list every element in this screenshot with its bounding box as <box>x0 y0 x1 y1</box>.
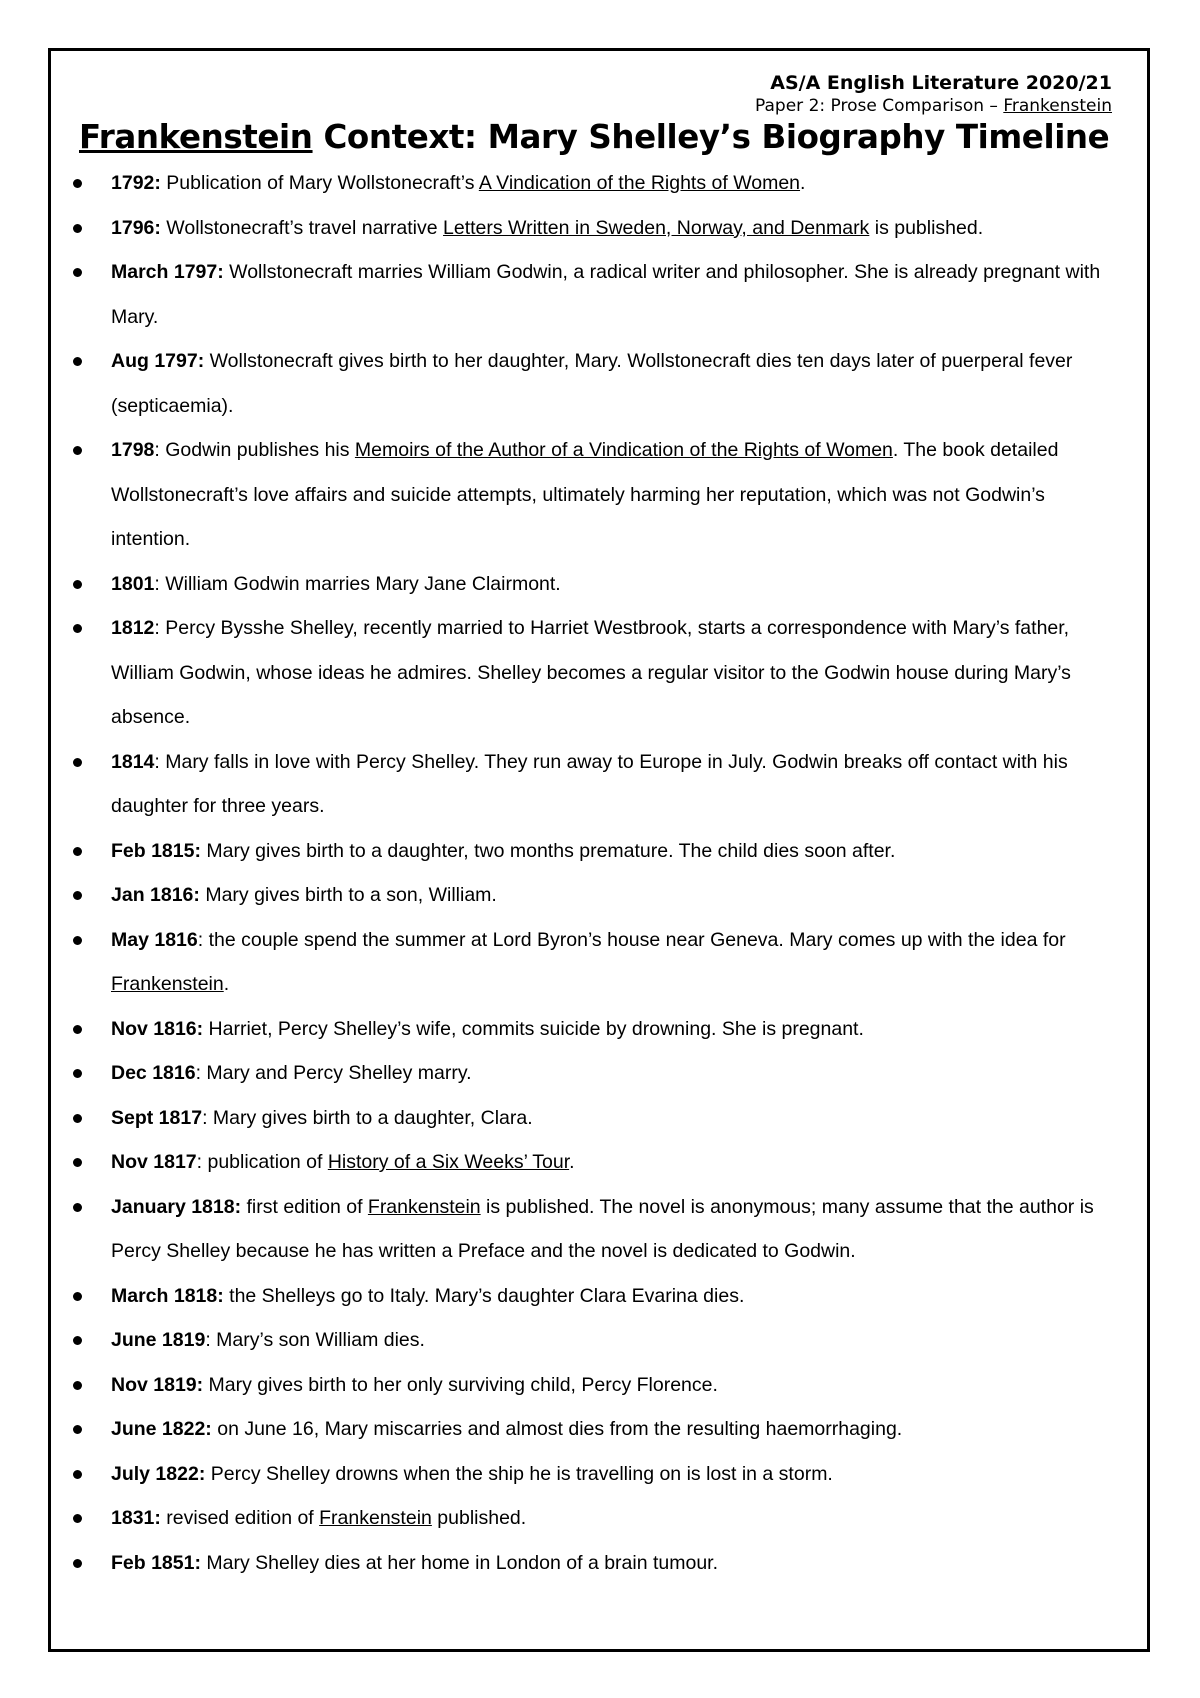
timeline-date: May 1816 <box>111 928 198 951</box>
timeline-date: March 1797: <box>111 261 224 283</box>
bullet-icon <box>73 624 82 633</box>
bullet-icon <box>73 1292 82 1301</box>
timeline-entry <box>51 250 1147 339</box>
paper-subtitle <box>755 95 1112 117</box>
timeline-date: 1814 <box>111 750 155 773</box>
timeline-text: . <box>223 973 230 995</box>
timeline-text: Harriet, Percy Shelley’s wife, commits suicide by drowning. She is pregnant. <box>203 1017 864 1040</box>
timeline-text: published. <box>431 1507 527 1529</box>
timeline-text: : Mary falls in love with Percy Shelley. They run away to Europe in July. Godwin breaks off contact with his daughter for three years. <box>111 750 1068 817</box>
timeline-date: Dec 1816 <box>111 1062 196 1084</box>
timeline-text: Publication of Mary Wollstonecraft’s <box>160 172 479 194</box>
paper-work-title: Frankenstein <box>1003 96 1112 116</box>
bullet-icon <box>73 1381 82 1390</box>
bullet-icon <box>73 446 82 455</box>
paper-prefix: Paper 2: Prose Comparison – <box>755 96 1004 116</box>
timeline-text: . <box>569 1151 575 1173</box>
timeline-date: June 1819 <box>111 1329 206 1351</box>
work-title: A Vindication of the Rights of Women <box>478 172 801 194</box>
timeline-text: : Percy Bysshe Shelley, recently married to Harriet Westbrook, starts a correspondence with Mary’s father, William Godwin, whose ideas he admires. Shelley becomes a regular visitor to the Godwin house during Mary’s absence. <box>111 617 1071 728</box>
bullet-icon <box>73 1025 82 1034</box>
timeline-entry <box>51 1407 1147 1452</box>
bullet-icon <box>73 758 82 767</box>
timeline-date: Nov 1816: <box>111 1017 204 1040</box>
timeline-entry <box>51 1007 1147 1052</box>
timeline-text: is published. <box>869 216 984 239</box>
timeline-text: Mary gives birth to her only surviving child, Percy Florence. <box>203 1373 718 1396</box>
timeline-date: January 1818: <box>111 1195 242 1218</box>
bullet-icon <box>73 891 82 900</box>
timeline-date: Aug 1797: <box>111 350 205 372</box>
timeline-date: 1796: <box>111 216 161 239</box>
timeline-entry <box>51 1541 1147 1586</box>
timeline-text: first edition of <box>241 1195 368 1218</box>
work-title: Frankenstein <box>319 1507 432 1529</box>
work-title: Memoirs of the Author of a Vindication of the Rights of Women <box>354 439 893 461</box>
timeline-date: Nov 1819: <box>111 1373 204 1396</box>
timeline-date: March 1818: <box>111 1284 224 1307</box>
timeline-date: 1801 <box>111 572 155 595</box>
timeline-date: June 1822: <box>111 1418 212 1440</box>
timeline-text: Percy Shelley drowns when the ship he is travelling on is lost in a storm. <box>205 1462 833 1485</box>
timeline-text: : publication of <box>196 1151 328 1173</box>
timeline-date: 1831: <box>111 1507 161 1529</box>
timeline-entry <box>51 873 1147 918</box>
title-rest: Context: Mary Shelley’s Biography Timeline <box>312 118 1110 156</box>
work-title: History of a Six Weeks’ Tour <box>327 1151 570 1173</box>
timeline-entry <box>51 562 1147 607</box>
bullet-icon <box>73 1425 82 1434</box>
timeline-entry <box>51 339 1147 428</box>
timeline-text: . The book detailed Wollstonecraft’s love affairs and suicide attempts, ultimately harming her reputation, which was not Godwin’s intention. <box>111 439 1059 550</box>
timeline-list <box>51 161 1147 1585</box>
bullet-icon <box>73 936 82 945</box>
timeline-text: is published. The novel is anonymous; many assume that the author is Percy Shelley because he has written a Preface and the novel is dedicated to Godwin. <box>111 1195 1094 1262</box>
timeline-date: Sept 1817 <box>111 1106 203 1129</box>
bullet-icon <box>73 1114 82 1123</box>
bullet-icon <box>73 1158 82 1167</box>
timeline-text: : Mary’s son William dies. <box>205 1329 425 1351</box>
timeline-date: 1792: <box>111 172 161 194</box>
bullet-icon <box>73 1336 82 1345</box>
timeline-text: revised edition of <box>160 1507 320 1529</box>
timeline-entry <box>51 428 1147 562</box>
page-header <box>755 71 1112 117</box>
work-title: Frankenstein <box>111 973 224 995</box>
timeline-date: Nov 1817 <box>111 1151 197 1173</box>
timeline-entry <box>51 1452 1147 1497</box>
title-work: Frankenstein <box>79 118 313 156</box>
timeline-text: : Mary and Percy Shelley marry. <box>195 1062 472 1084</box>
timeline-entry <box>51 740 1147 829</box>
timeline-text: Mary gives birth to a son, William. <box>199 884 497 906</box>
timeline-text: on June 16, Mary miscarries and almost dies from the resulting haemorrhaging. <box>211 1418 903 1440</box>
timeline-date: July 1822: <box>111 1462 206 1485</box>
timeline-entry <box>51 829 1147 874</box>
timeline-entry <box>51 206 1147 251</box>
timeline-entry <box>51 1140 1147 1185</box>
timeline-entry <box>51 918 1147 1007</box>
timeline-text: Mary Shelley dies at her home in London of a brain tumour. <box>200 1551 719 1574</box>
bullet-icon <box>73 1514 82 1523</box>
timeline-entry <box>51 1096 1147 1141</box>
timeline-text: Wollstonecraft marries William Godwin, a radical writer and philosopher. She is already pregnant with Mary. <box>111 261 1101 328</box>
bullet-icon <box>73 179 82 188</box>
timeline-text: : William Godwin marries Mary Jane Clairmont. <box>154 572 561 595</box>
bullet-icon <box>73 1203 82 1212</box>
timeline-text: Wollstonecraft gives birth to her daughter, Mary. Wollstonecraft dies ten days later of puerperal fever (septicaemia). <box>111 350 1073 417</box>
bullet-icon <box>73 1069 82 1078</box>
timeline-entry <box>51 1363 1147 1408</box>
timeline-text: : Mary gives birth to a daughter, Clara. <box>202 1106 533 1129</box>
timeline-date: Feb 1851: <box>111 1551 201 1574</box>
timeline-date: Jan 1816: <box>111 884 200 906</box>
bullet-icon <box>73 1470 82 1479</box>
timeline-entry <box>51 1274 1147 1319</box>
timeline-date: 1812 <box>111 617 155 639</box>
timeline-text: Mary gives birth to a daughter, two months premature. The child dies soon after. <box>200 839 896 862</box>
work-title: Letters Written in Sweden, Norway, and Denmark <box>443 216 870 239</box>
timeline-text: the Shelleys go to Italy. Mary’s daughter Clara Evarina dies. <box>223 1284 745 1307</box>
timeline-entry <box>51 1185 1147 1274</box>
bullet-icon <box>73 268 82 277</box>
bullet-icon <box>73 357 82 366</box>
timeline-entry <box>51 161 1147 206</box>
work-title: Frankenstein <box>367 1195 481 1218</box>
bullet-icon <box>73 580 82 589</box>
timeline-entry <box>51 1051 1147 1096</box>
bullet-icon <box>73 847 82 856</box>
timeline-entry <box>51 1318 1147 1363</box>
timeline-text: . <box>800 172 806 194</box>
timeline-text: Wollstonecraft’s travel narrative <box>160 216 444 239</box>
timeline-date: 1798 <box>111 439 155 461</box>
course-title: AS/A English Literature 2020/21 <box>770 72 1112 94</box>
page-border <box>48 48 1150 1652</box>
page-title <box>79 117 1109 157</box>
timeline-text: : the couple spend the summer at Lord Byron’s house near Geneva. Mary comes up with the idea for <box>197 928 1066 951</box>
timeline-entry <box>51 606 1147 740</box>
bullet-icon <box>73 1559 82 1568</box>
timeline-text: : Godwin publishes his <box>154 439 355 461</box>
timeline-entry <box>51 1496 1147 1541</box>
timeline-date: Feb 1815: <box>111 839 201 862</box>
bullet-icon <box>73 224 82 233</box>
